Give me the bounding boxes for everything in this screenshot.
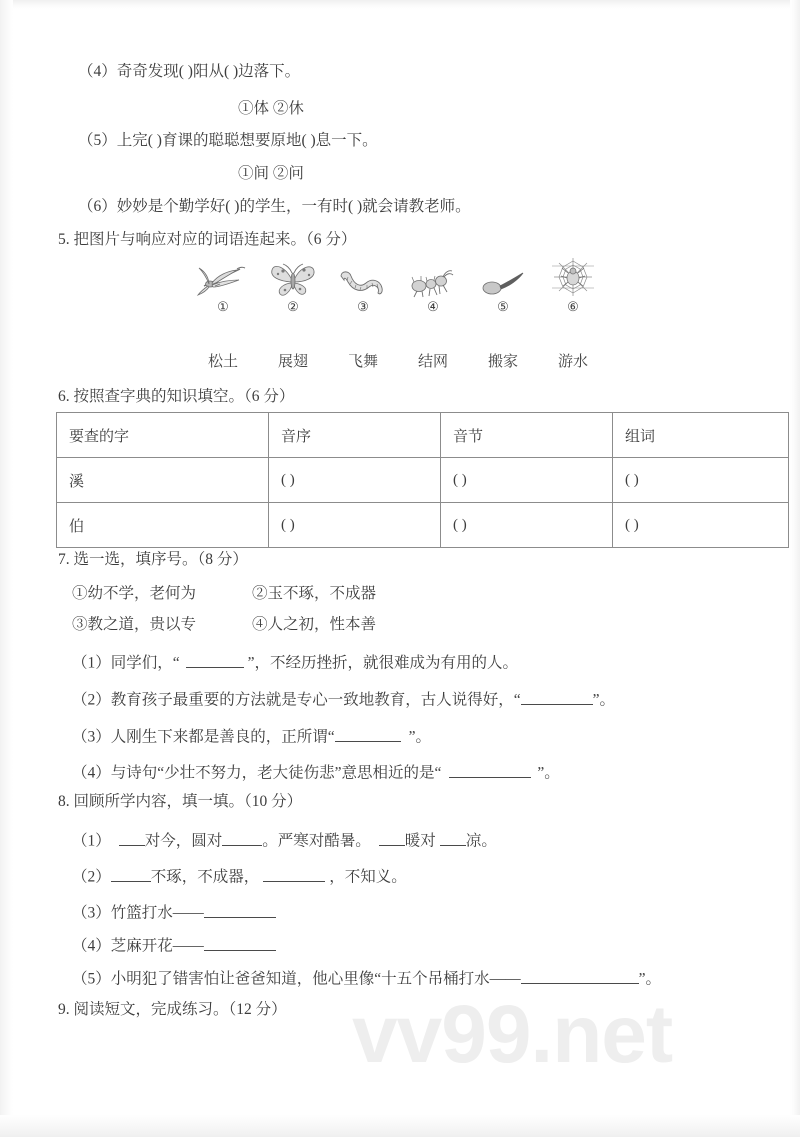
picture-number: ④ — [427, 299, 439, 314]
answer-blank[interactable] — [204, 902, 276, 918]
picture-number: ⑥ — [567, 299, 579, 314]
word-option-3: 飞舞 — [347, 354, 378, 370]
table-row — [57, 503, 789, 548]
butterfly-icon — [260, 258, 326, 298]
table-row — [57, 458, 789, 503]
table-cell-answer[interactable]: ( ) — [441, 503, 613, 548]
answer-blank[interactable] — [521, 968, 639, 984]
picture-number: ⑤ — [497, 299, 509, 314]
spider-web-icon — [540, 258, 606, 298]
picture-item-6 — [540, 258, 606, 313]
line-5-prefix: （5）小明犯了错害怕让爸爸知道，他心里像“十五个吊桶打水—— — [72, 970, 521, 988]
table-cell-answer[interactable]: ( ) — [613, 458, 789, 503]
question-6-subitem-text: （6）妙妙是个勤学好( )的学生，一有时( )就会请教老师。 — [78, 198, 471, 215]
blank-1-prefix: （1）同学们，“ — [72, 654, 180, 672]
blank-3-prefix: （3）人刚生下来都是善良的，正所谓“ — [72, 728, 335, 746]
ant-icon — [400, 258, 466, 298]
picture-number: ③ — [357, 299, 369, 314]
question-4-text: （4）奇奇发现( )阳从( )边落下。 — [78, 63, 301, 80]
question-5-options: ①间 ②问 — [238, 165, 304, 182]
dictionary-table — [56, 412, 789, 548]
answer-blank[interactable] — [263, 866, 325, 882]
tadpole-icon — [470, 258, 536, 298]
exercise-7-heading: 7. 选一选，填序号。（8 分） — [58, 551, 248, 568]
line-1-seg-c: 。严寒对酷暑。 — [262, 832, 371, 850]
picture-number: ② — [287, 299, 299, 314]
exercise-8-line-2 — [72, 866, 407, 885]
answer-blank[interactable] — [119, 830, 145, 846]
exercise-8-heading: 8. 回顾所学内容，填一填。（10 分） — [58, 793, 303, 810]
exercise-6-heading: 6. 按照查字典的知识填空。（6 分） — [58, 388, 295, 405]
question-4-options: ①体 ②休 — [238, 100, 304, 117]
answer-blank[interactable] — [449, 762, 531, 778]
picture-number: ① — [217, 299, 229, 314]
blank-3-suffix: ”。 — [408, 728, 432, 746]
exercise-7-blank-1 — [72, 652, 518, 671]
word-option-1: 松土 — [207, 354, 238, 370]
table-header-cell: 音节 — [441, 413, 613, 458]
item-label: （1） — [72, 832, 111, 850]
exercise-7-choice-2: ②玉不琢，不成器 — [252, 585, 377, 602]
blank-4-suffix: ”。 — [537, 764, 560, 782]
picture-item-3 — [330, 258, 396, 313]
word-option-6: 游水 — [557, 354, 588, 370]
exercise-5-heading: 5. 把图片与响应对应的词语连起来。（6 分） — [58, 231, 357, 248]
table-header-cell: 组词 — [613, 413, 789, 458]
table-header-row — [57, 413, 789, 458]
item-label: （2） — [72, 868, 111, 886]
line-2-seg-c: ，不知义。 — [329, 868, 407, 886]
exercise-8-line-3 — [72, 902, 276, 921]
answer-blank[interactable] — [335, 726, 401, 742]
word-row — [190, 350, 610, 374]
question-5-text: （5）上完( )育课的聪聪想要原地( )息一下。 — [78, 132, 378, 149]
earthworm-icon — [330, 258, 396, 298]
watermark: vv99.net — [352, 989, 673, 1080]
answer-blank[interactable] — [440, 830, 466, 846]
table-header-cell: 音序 — [269, 413, 441, 458]
dragonfly-icon — [190, 258, 256, 298]
word-option-2: 展翅 — [277, 354, 308, 370]
word-option-5: 搬家 — [487, 354, 518, 370]
line-2-seg-b: 不琢，不成器， — [150, 868, 260, 886]
table-cell-answer[interactable]: ( ) — [269, 503, 441, 548]
picture-item-2 — [260, 258, 326, 313]
line-5-suffix: ”。 — [638, 970, 662, 988]
exercise-9-heading: 9. 阅读短文，完成练习。（12 分） — [58, 1001, 287, 1018]
table-cell-answer[interactable]: ( ) — [613, 503, 789, 548]
exercise-7-choice-3: ③教之道，贵以专 — [72, 616, 197, 633]
line-1-seg-e: 凉。 — [465, 832, 497, 850]
blank-2-prefix: （2）教育孩子最重要的方法就是专心一致地教育，古人说得好，“ — [72, 691, 521, 709]
table-cell-answer[interactable]: ( ) — [269, 458, 441, 503]
exercise-7-blank-4 — [72, 762, 560, 781]
picture-item-1 — [190, 258, 256, 313]
line-3-text: （3）竹篮打水—— — [72, 904, 204, 922]
answer-blank[interactable] — [222, 830, 262, 846]
picture-item-5 — [470, 258, 536, 313]
table-cell-character: 伯 — [57, 503, 269, 548]
exercise-7-choice-4: ④人之初，性本善 — [252, 616, 377, 633]
blank-2-suffix: ”。 — [592, 691, 616, 709]
answer-blank[interactable] — [521, 689, 593, 705]
answer-blank[interactable] — [379, 830, 405, 846]
exercise-7-blank-3 — [72, 726, 431, 745]
picture-item-4 — [400, 258, 466, 313]
line-1-seg-d: 暖对 — [404, 832, 436, 850]
answer-blank[interactable] — [186, 652, 244, 668]
answer-blank[interactable] — [204, 935, 276, 951]
table-cell-character: 溪 — [57, 458, 269, 503]
table-cell-answer[interactable]: ( ) — [441, 458, 613, 503]
table-header-cell: 要查的字 — [57, 413, 269, 458]
exercise-8-line-4 — [72, 935, 276, 954]
exercise-8-line-5 — [72, 968, 661, 987]
word-option-4: 结网 — [417, 354, 448, 370]
exercise-7-blank-2 — [72, 689, 615, 708]
blank-1-suffix: ”，不经历挫折，就很难成为有用的人。 — [247, 654, 519, 672]
exercise-8-line-1 — [72, 830, 497, 849]
answer-blank[interactable] — [111, 866, 151, 882]
blank-4-prefix: （4）与诗句“少壮不努力，老大徒伤悲”意思相近的是“ — [72, 764, 442, 782]
line-4-text: （4）芝麻开花—— — [72, 937, 204, 955]
line-1-seg-b: 对今，圆对 — [144, 832, 223, 850]
exercise-7-choice-1: ①幼不学，老何为 — [72, 585, 197, 602]
picture-row — [190, 258, 610, 320]
